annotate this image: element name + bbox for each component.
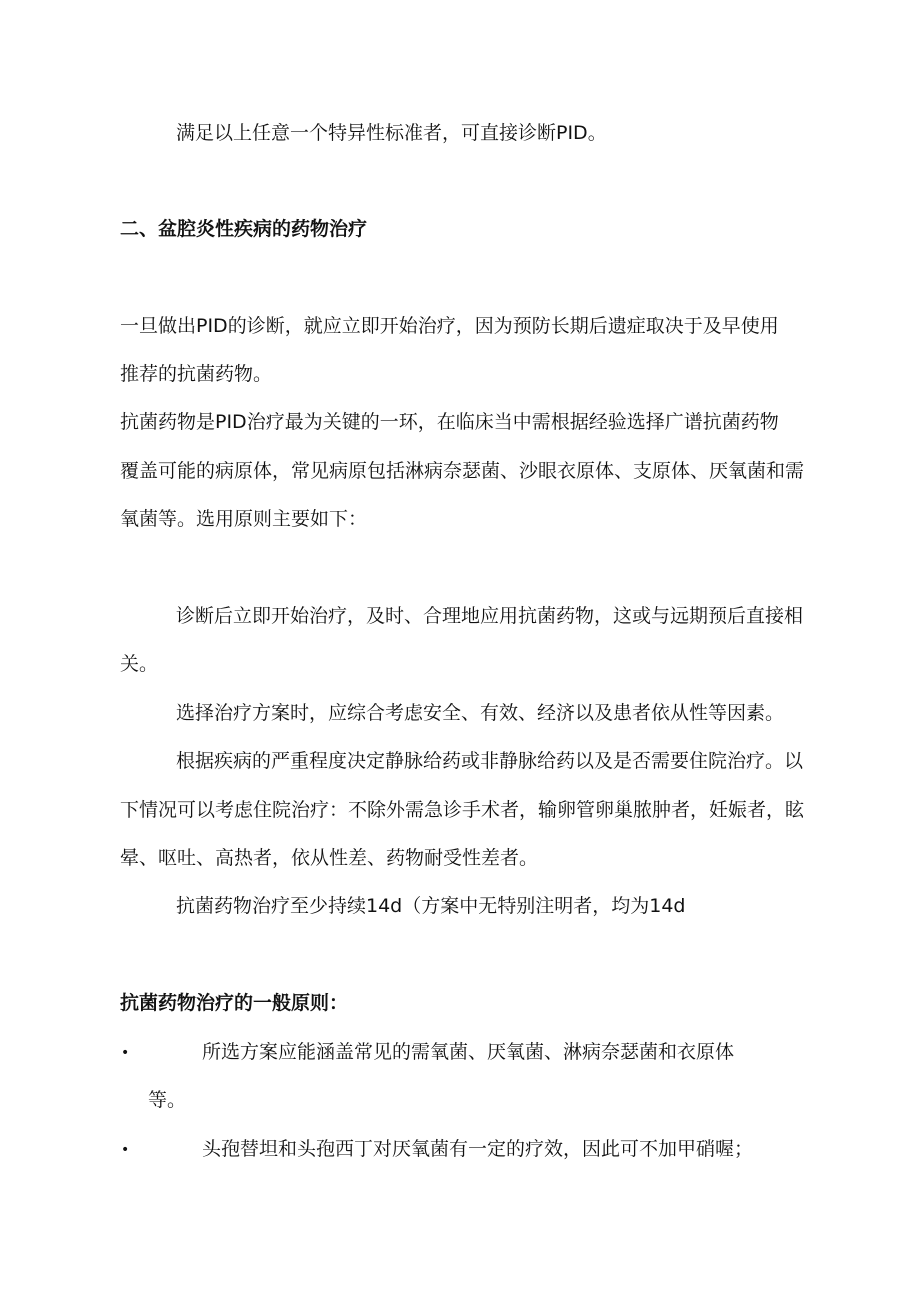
principle-3-line3: 晕、呕吐、高热者，依从性差、药物耐受性差者。: [120, 847, 539, 869]
paragraph-diagnosis-criteria: 满足以上任意一个特异性标准者，可直接诊断PID。: [176, 122, 607, 144]
principle-1-line2: 关。: [120, 653, 159, 675]
principle-1-line1: 诊断后立即开始治疗，及时、合理地应用抗菌药物，这或与远期预后直接相: [176, 605, 804, 627]
paragraph-start-treatment-line1: 一旦做出PID的诊断，就应立即开始治疗，因为预防长期后遗症取决于及早使用: [120, 315, 779, 337]
principle-3-line1: 根据疾病的严重程度决定静脉给药或非静脉给药以及是否需要住院治疗。以: [176, 750, 804, 772]
paragraph-start-treatment-line2: 推荐的抗菌药物。: [120, 363, 273, 385]
principle-4: 抗菌药物治疗至少持续14d（方案中无特别注明者，均为14d: [176, 895, 686, 917]
paragraph-antibiotic-key-line1: 抗菌药物是PID治疗最为关键的一环，在临床当中需根据经验选择广谱抗菌药物: [120, 411, 779, 433]
bullet-marker-1: •: [121, 1045, 130, 1061]
bullet-item-1-line1: 所选方案应能涵盖常见的需氧菌、厌氧菌、淋病奈瑟菌和衣原体: [202, 1041, 735, 1063]
subheading-general-principles: 抗菌药物治疗的一般原则：: [120, 992, 349, 1014]
principle-3-line2: 下情况可以考虑住院治疗：不除外需急诊手术者，输卵管卵巢脓肿者，妊娠者，眩: [120, 799, 805, 821]
paragraph-antibiotic-key-line3: 氧菌等。选用原则主要如下：: [120, 508, 368, 530]
bullet-marker-2: •: [121, 1142, 130, 1158]
bullet-item-1-line2: 等。: [148, 1089, 187, 1111]
section-heading-drug-therapy: 二、盆腔炎性疾病的药物治疗: [120, 218, 368, 240]
bullet-item-2: 头孢替坦和头孢西丁对厌氧菌有一定的疗效，因此可不加甲硝喔；: [202, 1138, 754, 1160]
principle-2: 选择治疗方案时，应综合考虑安全、有效、经济以及患者依从性等因素。: [176, 702, 785, 724]
paragraph-antibiotic-key-line2: 覆盖可能的病原体，常见病原包括淋病奈瑟菌、沙眼衣原体、支原体、厌氧菌和需: [120, 460, 805, 482]
